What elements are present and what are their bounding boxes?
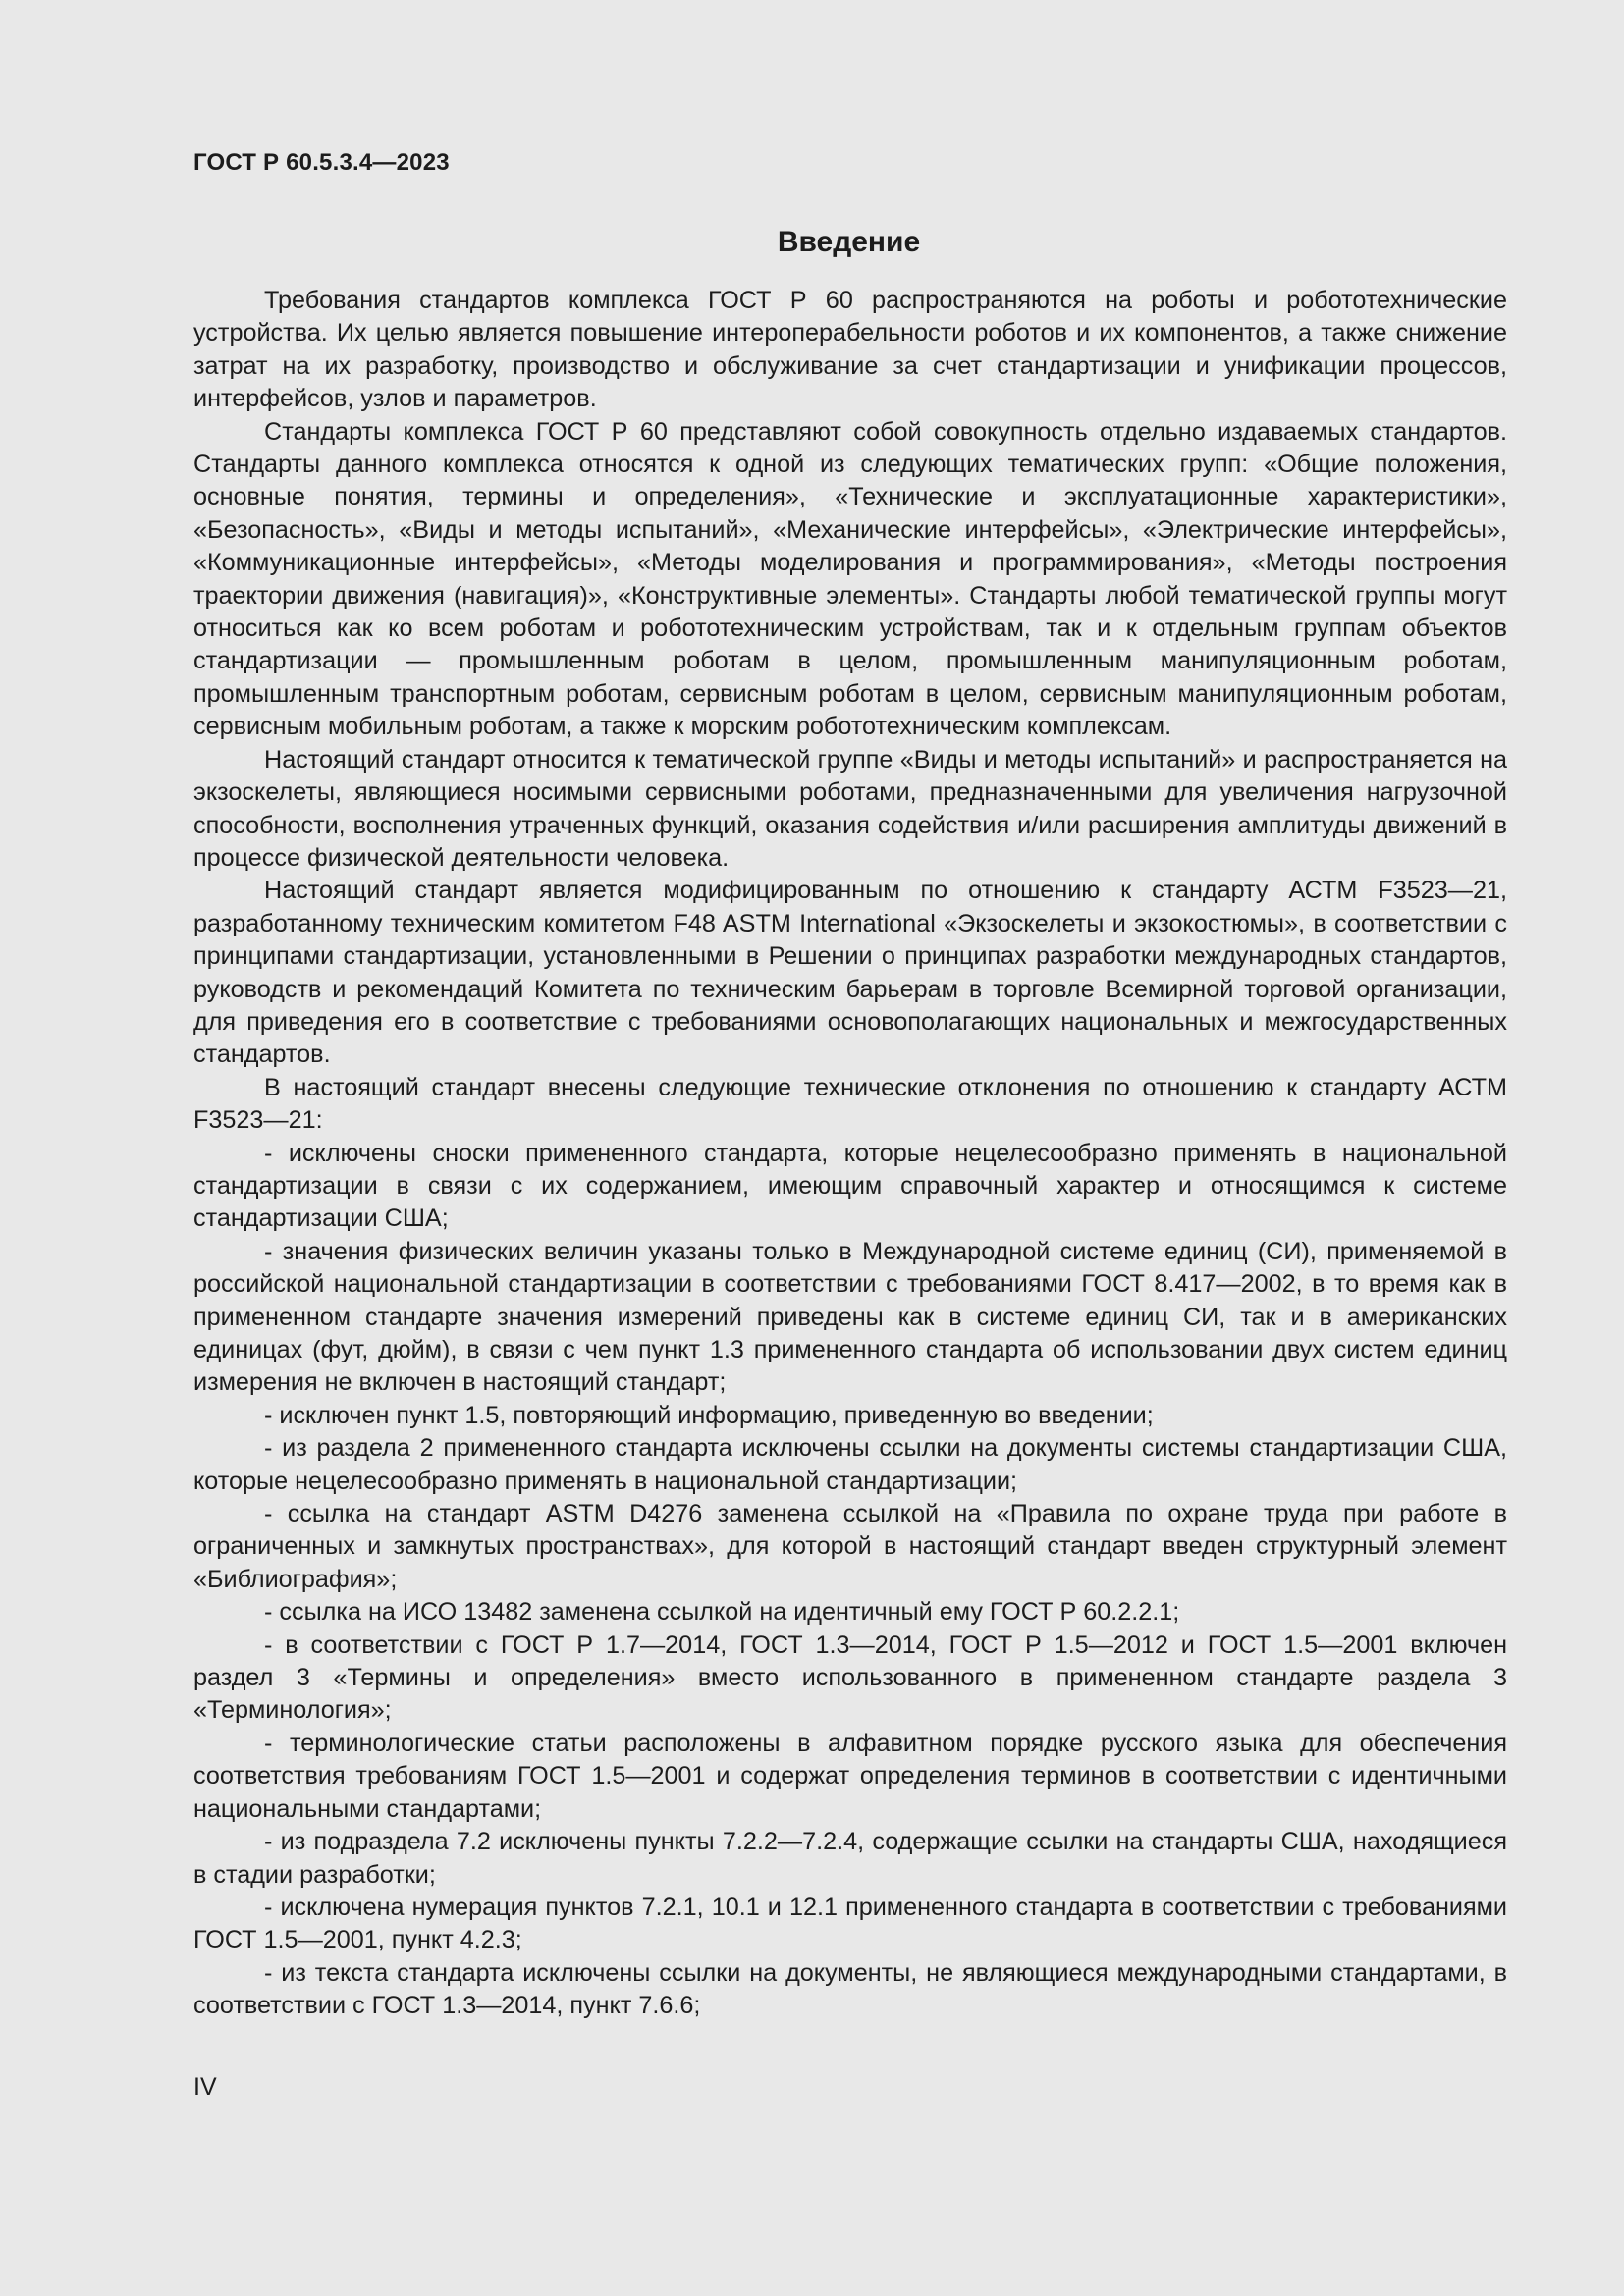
deviation-list-item: - значения физических величин указаны только в Международной системе единиц (СИ), применяемой в российской национальной стандартизации в соответствии с требованиями ГОСТ 8.417—2002, в то время как в примененном стандарте значения измерений приведены как в системе единиц СИ, так и в американских единицах (фут, дюйм), в связи с чем пункт 1.3 примененного стандарта об использовании двух систем единиц измерения не включен в настоящий стандарт; [193,1237,1507,1397]
deviation-list-item: - из текста стандарта исключены ссылки на документы, не являющиеся международными стандартами, в соответствии с ГОСТ 1.3—2014, пункт 7.6.6; [193,1958,1507,2020]
deviation-list-item: - в соответствии с ГОСТ Р 1.7—2014, ГОСТ 1.3—2014, ГОСТ Р 1.5—2012 и ГОСТ 1.5—2001 включен раздел 3 «Термины и определения» вместо использованного в примененном стандарте раздела 3 «Терминология»; [193,1630,1507,1725]
deviation-list-item: - из раздела 2 примененного стандарта исключены ссылки на документы системы стандартизации США, которые нецелесообразно применять в национальной стандартизации; [193,1434,1507,1495]
deviation-list-item: - ссылка на ИСО 13482 заменена ссылкой на идентичный ему ГОСТ Р 60.2.2.1; [264,1598,1180,1627]
section-title: Введение [777,226,921,258]
deviation-list-item: - из подраздела 7.2 исключены пункты 7.2.2—7.2.4, содержащие ссылки на стандарты США, находящиеся в стадии разработки; [193,1828,1507,1889]
document-body [193,285,1507,2023]
deviation-list-item: - терминологические статьи расположены в алфавитном порядке русского языка для обеспечения соответствия требованиям ГОСТ 1.5—2001 и содержат определения терминов в соответствии с идентичными национальными стандартами; [193,1729,1507,1823]
deviation-list-item: - исключена нумерация пунктов 7.2.1, 10.1 и 12.1 примененного стандарта в соответствии с требованиями ГОСТ 1.5—2001, пункт 4.2.3; [193,1893,1507,1954]
paragraph: В настоящий стандарт внесены следующие технические отклонения по отношению к стандарту АСТМ F3523—21: [193,1073,1507,1135]
deviation-list-item: - ссылка на стандарт ASTM D4276 заменена ссылкой на «Правила по охране труда при работе в ограниченных и замкнутых пространствах», для которой в настоящий стандарт введен структурный элемент «Библиография»; [193,1500,1507,1593]
paragraph: Требования стандартов комплекса ГОСТ Р 60 распространяются на роботы и робототехнические устройства. Их целью является повышение интероперабельности роботов и их компонентов, а также снижение затрат на их разработку, производство и обслуживание за счет стандартизации и унификации процессов, интерфейсов, узлов и параметров. [193,287,1507,413]
page-number: IV [193,2073,217,2101]
deviation-list-item: - исключен пункт 1.5, повторяющий информацию, приведенную во введении; [264,1401,1154,1429]
paragraph: Стандарты комплекса ГОСТ Р 60 представляют собой совокупность отдельно издаваемых стандартов. Стандарты данного комплекса относятся к одной из следующих тематических групп: «Общие положения, основные понятия, термины и определения», «Технические и эксплуатационные характеристики», «Безопасность», «Виды и методы испытаний», «Механические интерфейсы», «Электрические интерфейсы», «Коммуникационные интерфейсы», «Методы моделирования и программирования», «Методы построения траектории движения (навигация)», «Конструктивные элементы». Стандарты любой тематической группы могут относиться как ко всем роботам и робототехническим устройствам, так и к отдельным группам объектов стандартизации — промышленным роботам в целом, промышленным манипуляционным роботам, промышленным транспортным роботам, сервисным роботам в целом, сервисным манипуляционным роботам, сервисным мобильным роботам, а также к морским робототехническим комплексам. [193,417,1507,741]
deviation-list-item: - исключены сноски примененного стандарта, которые нецелесообразно применять в национальной стандартизации в связи с их содержанием, имеющим справочный характер и относящимся к системе стандартизации США; [193,1139,1507,1233]
paragraph: Настоящий стандарт является модифицированным по отношению к стандарту АСТМ F3523—21, разработанному техническим комитетом F48 ASTM International «Экзоскелеты и экзокостюмы», в соответствии с принципами стандартизации, установленными в Решении о принципах разработки международных стандартов, руководств и рекомендаций Комитета по техническим барьерам в торговле Всемирной торговой организации, для приведения его в соответствие с требованиями основополагающих национальных и межгосударственных стандартов. [193,877,1507,1069]
document-code-header: ГОСТ Р 60.5.3.4—2023 [193,149,450,176]
paragraph: Настоящий стандарт относится к тематической группе «Виды и методы испытаний» и распространяется на экзоскелеты, являющиеся носимыми сервисными роботами, предназначенными для увеличения нагрузочной способности, восполнения утраченных функций, оказания содействия и/или расширения амплитуды движений в процессе физической деятельности человека. [193,745,1507,872]
